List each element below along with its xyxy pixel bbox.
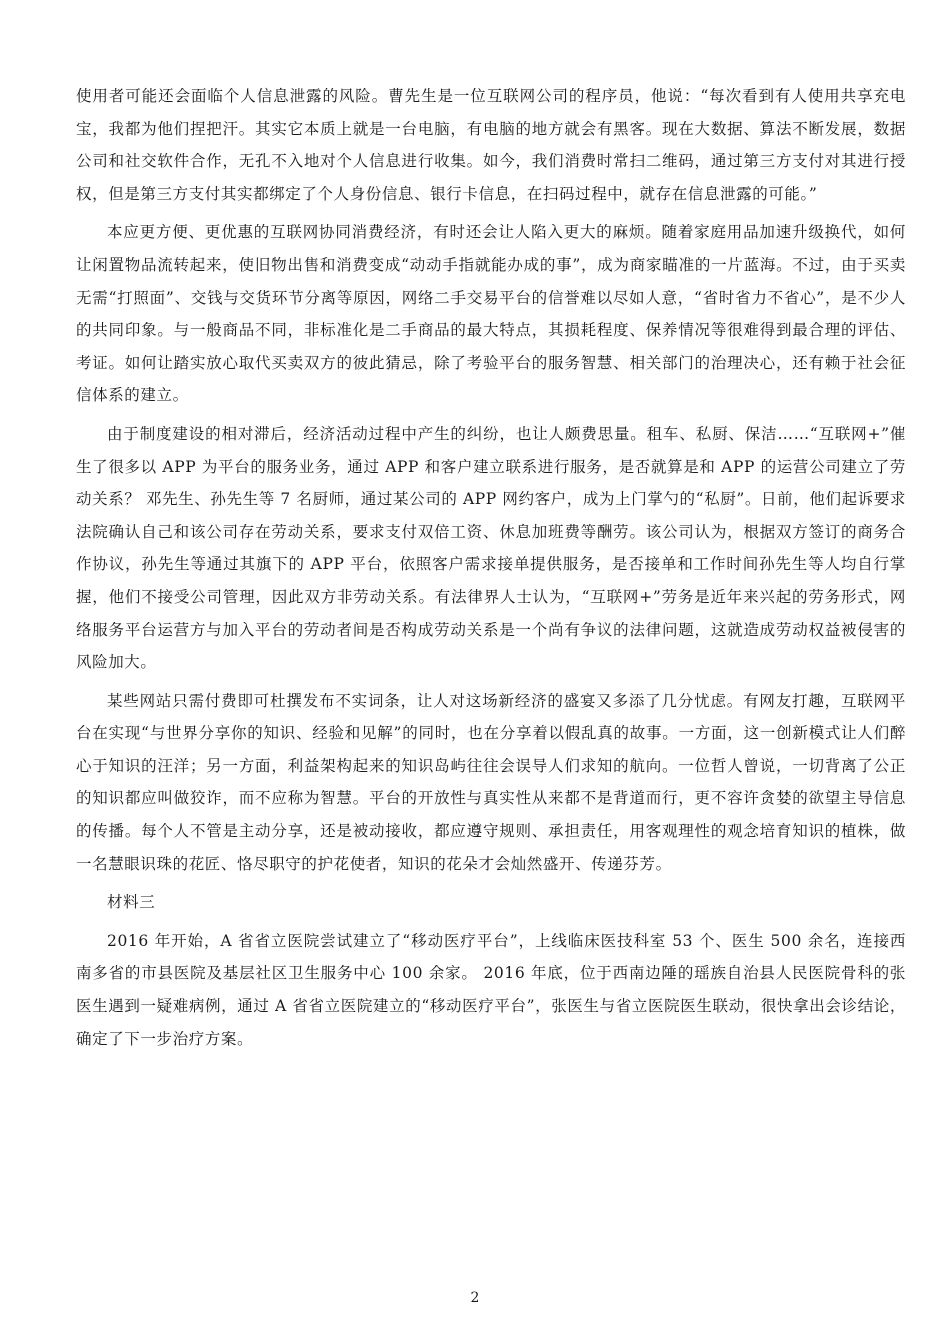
paragraph-second-hand-trade: 本应更方便、更优惠的互联网协同消费经济，有时还会让人陷入更大的麻烦。随着家庭用品加速升级换代，如何让闲置物品流转起来，使旧物出售和消费变成“动动手指就能办成的事”，成为商家瞄准的一片蓝海。不过，由于买卖无需“打照面”、交钱与交货环节分离等原因，网络二手交易平台的信誉难以尽如人意，“省时省力不省心”，是不少人的共同印象。与一般商品不同，非标准化是二手商品的最大特点，其损耗程度、保养情况等很难得到最合理的评估、考证。如何让踏实放心取代买卖双方的彼此猜忌，除了考验平台的服务智慧、相关部门的治理决心，还有赖于社会征信体系的建立。 bbox=[76, 223, 906, 405]
paragraph-labor-relations: 由于制度建设的相对滞后，经济活动过程中产生的纠纷，也让人颇费思量。租车、私厨、保洁……“互联网+”催生了很多以 APP 为平台的服务业务，通过 APP 和客户建立联系进行服务，是否就算是和 APP 的运营公司建立了劳动关系？ 邓先生、孙先生等 7 名厨师，通过某公司的 APP 网约客户，成为上门掌勺的“私厨”。日前，他们起诉要求法院确认自己和该公司存在劳动关系，要求支付双倍工资、休息加班费等酬劳。该公司认为，根据双方签订的商务合作协议，孙先生等通过其旗下的 APP 平台，依照客户需求接单提供服务，是否接单和工作时间孙先生等人均自行掌握，他们不接受公司管理，因此双方非劳动关系。有法律界人士认为，“互联网+”劳务是近年来兴起的劳务形式，网络服务平台运营方与加入平台的劳动者间是否构成劳动关系是一个尚有争议的法律问题，这就造成劳动权益被侵害的风险加大。 bbox=[76, 424, 906, 672]
paragraph-mobile-medical: 2016 年开始，A 省省立医院尝试建立了“移动医疗平台”，上线临床医技科室 53 个、医生 500 余名，连接西南多省的市县医院及基层社区卫生服务中心 100 余家。 2016 年底，位于西南边陲的瑶族自治县人民医院骨科的张医生遇到一疑难病例，通过 A 省省立医院建立的“移动医疗平台”，张医生与省立医院医生联动，很快拿出会诊结论，确定了下一步治疗方案。 bbox=[76, 931, 906, 1048]
paragraph-info-leak: 使用者可能还会面临个人信息泄露的风险。曹先生是一位互联网公司的程序员，他说：“每次看到有人使用共享充电宝，我都为他们捏把汗。其实它本质上就是一台电脑，有电脑的地方就会有黑客。现在大数据、算法不断发展，数据公司和社交软件合作，无孔不入地对个人信息进行收集。如今，我们消费时常扫二维码，通过第三方支付对其进行授权，但是第三方支付其实都绑定了个人身份信息、银行卡信息，在扫码过程中，就存在信息泄露的可能。” bbox=[76, 87, 906, 203]
document-body bbox=[76, 80, 906, 1061]
page-number: 2 bbox=[470, 1290, 480, 1306]
paragraph-knowledge-sharing: 某些网站只需付费即可杜撰发布不实词条，让人对这场新经济的盛宴又多添了几分忧虑。有网友打趣，互联网平台在实现“与世界分享你的知识、经验和见解”的同时，也在分享着以假乱真的故事。一方面，这一创新模式让人们醉心于知识的汪洋；另一方面，利益架构起来的知识岛屿往往会误导人们求知的航向。一位哲人曾说，一切背离了公正的知识都应叫做狡诈，而不应称为智慧。平台的开放性与真实性从来都不是背道而行，更不容许贪婪的欲望主导信息的传播。每个人不管是主动分享，还是被动接收，都应遵守规则、承担责任，用客观理性的观念培育知识的植株，做一名慧眼识珠的花匠、恪尽职守的护花使者，知识的花朵才会灿然盛开、传递芬芳。 bbox=[76, 691, 906, 873]
section-heading: 材料三 bbox=[107, 893, 156, 912]
